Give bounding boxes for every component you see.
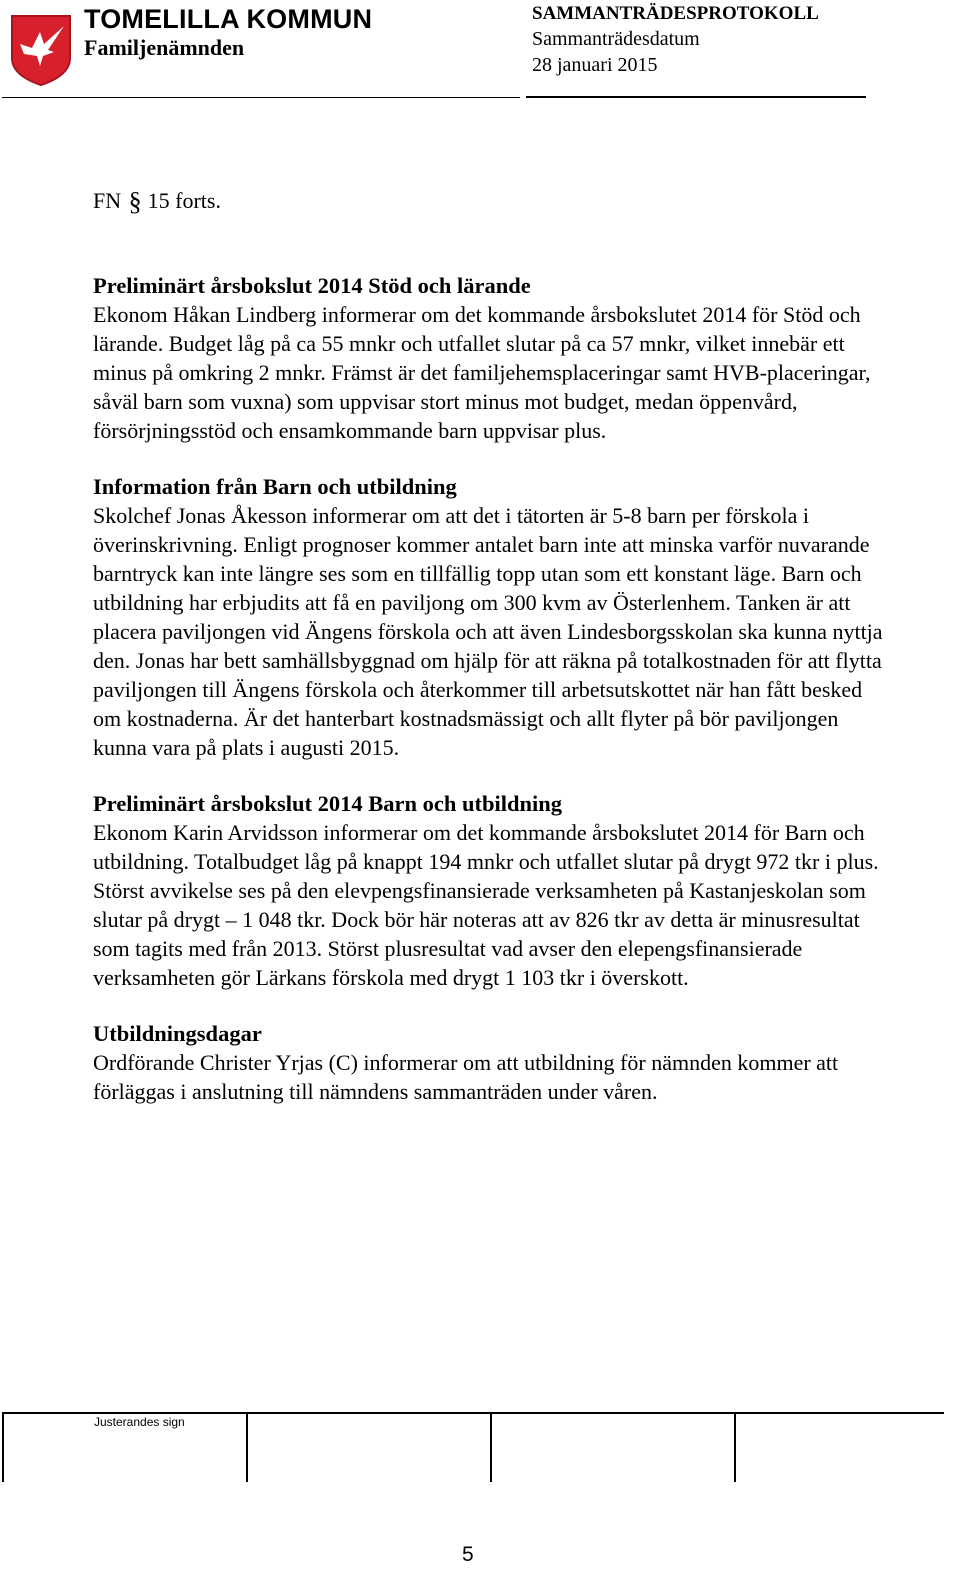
section-heading: Preliminärt årsbokslut 2014 Barn och utbildning: [93, 791, 563, 816]
section-heading: Utbildningsdagar: [93, 1021, 262, 1046]
section: [93, 789, 893, 992]
meeting-date: 28 januari 2015: [532, 54, 658, 76]
document-type: SAMMANTRÄDESPROTOKOLL: [532, 3, 819, 24]
organization-unit: Familjenämnden: [84, 35, 245, 60]
section: [93, 472, 893, 762]
section-heading: Preliminärt årsbokslut 2014 Stöd och lärande: [93, 273, 531, 298]
document-body: [93, 185, 893, 1106]
signature-box-divider: [734, 1412, 736, 1482]
coat-of-arms-icon: [10, 14, 72, 86]
section-body: Skolchef Jonas Åkesson informerar om att det i tätorten är 5-8 barn per förskola i överinskrivning. Enligt prognoser kommer antalet barn inte att minska varför nuvarande barntryck kan inte längre ses som en tillfällig topp utan som ett konstant läge. Barn och utbildning har erbjudits att få en paviljong om 300 kvm av Österlenhem. Tanken är att placera paviljongen vid Ängens förskola och att även Lindesborgsskolan ska kunna nyttja den. Jonas har bett samhällsbyggnad om hjälp för att räkna på totalkostnaden för att flytta paviljongen till Ängens förskola och återkommer till arbetsutskottet när han fått besked om kostnaderna. Är det hanterbart kostnadsmässigt och allt flyter på bör paviljongen kunna vara på plats i augusti 2015.: [93, 503, 883, 760]
section-body: Ekonom Karin Arvidsson informerar om det kommande årsbokslutet 2014 för Barn och utbildning. Totalbudget låg på knappt 194 mnkr och utfallet slutar på drygt 972 tkr i plus. Störst avvikelse ses på den elevpengsfinansierade verksamheten på Kastanjeskolan som slutar på drygt – 1 048 tkr. Dock bör här noteras att av 826 tkr av detta är minusresultat som tagits med från 2013. Störst plusresultat vad avser den elepengsfinansierade verksamheten gör Lärkans förskola med drygt 1 103 tkr i överskott.: [93, 820, 879, 990]
signature-label: Justerandes sign: [94, 1415, 185, 1429]
paragraph-number: 15 forts.: [147, 188, 221, 213]
section-body: Ekonom Håkan Lindberg informerar om det kommande årsbokslutet 2014 för Stöd och lärande. Budget låg på ca 55 mnkr och utfallet slutar på ca 57 mnkr, vilket innebär ett minus på omkring 2 mnkr. Främst är det familjehemsplaceringar samt HVB-placeringar, såväl barn som vuxna) som uppvisar stort minus mot budget, medan öppenvård, försörjningsstöd och ensamkommande barn uppvisar plus.: [93, 302, 871, 443]
signature-box-divider: [2, 1412, 4, 1482]
header-divider: [526, 96, 866, 98]
section-heading: Information från Barn och utbildning: [93, 474, 457, 499]
page-number: 5: [462, 1543, 474, 1566]
header-divider: [2, 97, 520, 98]
meeting-date-label: Sammanträdesdatum: [532, 28, 700, 50]
paragraph-reference: [93, 185, 893, 218]
organization-name: TOMELILLA KOMMUN: [84, 4, 373, 34]
signature-box-divider: [490, 1412, 492, 1482]
signature-box-divider: [246, 1412, 248, 1482]
signature-box: [2, 1412, 944, 1482]
section-sign: §: [128, 187, 142, 216]
section: [93, 1019, 893, 1106]
section-body: Ordförande Christer Yrjas (C) informerar om att utbildning för nämnden kommer att förläggas i anslutning till nämndens sammanträden under våren.: [93, 1050, 839, 1104]
paragraph-prefix: FN: [93, 188, 122, 213]
section: [93, 271, 893, 445]
